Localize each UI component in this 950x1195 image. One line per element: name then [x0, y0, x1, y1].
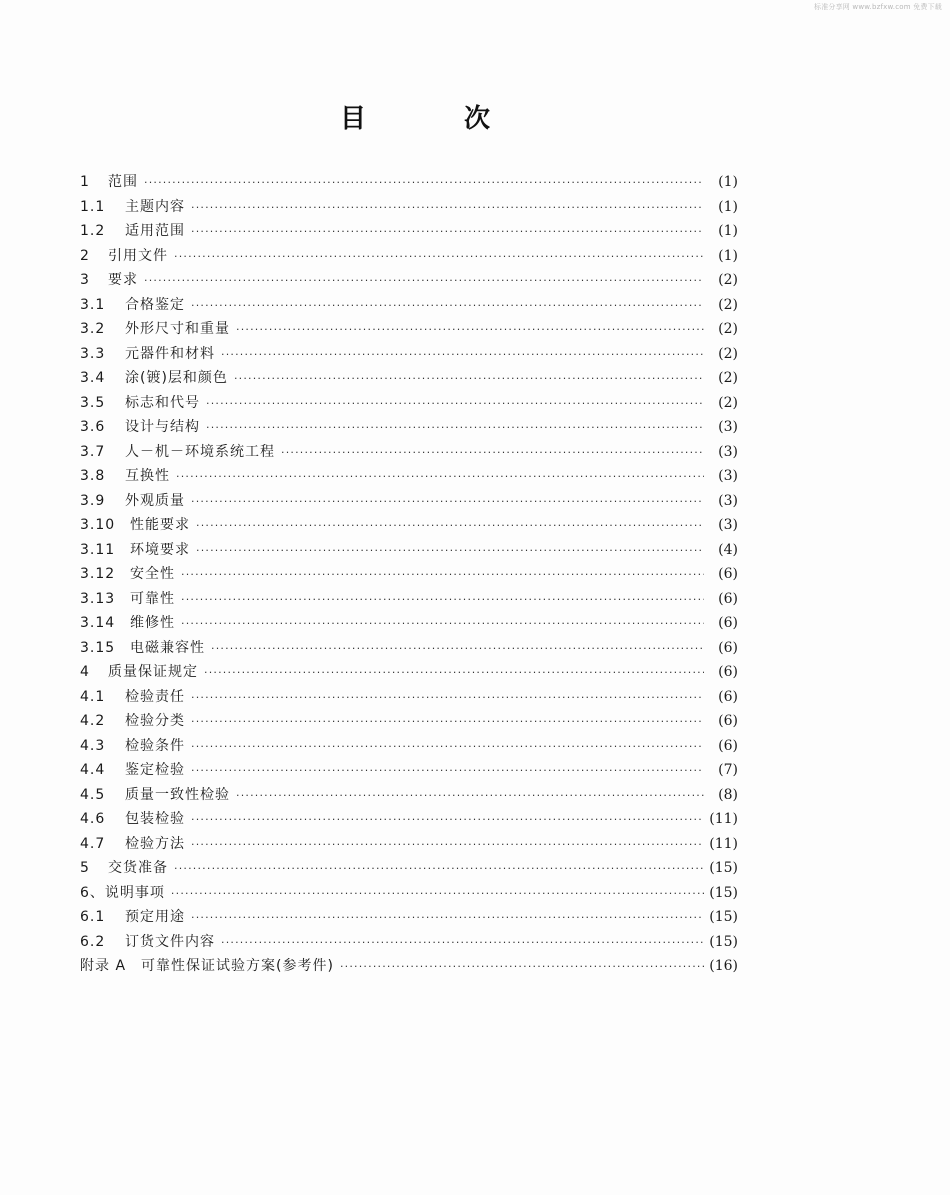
toc-entry-label: 引用文件 — [108, 247, 168, 264]
toc-entry[interactable] — [80, 342, 738, 367]
toc-entry-page: (11) — [709, 811, 738, 827]
toc-entry[interactable] — [80, 440, 738, 465]
table-of-contents — [80, 170, 738, 979]
toc-entry-page: (16) — [709, 958, 738, 974]
toc-entry-page: (2) — [718, 370, 738, 386]
toc-dot-leader — [174, 245, 704, 270]
toc-entry-label: 6、说明事项 — [80, 884, 165, 901]
toc-entry-number: 3.2 — [80, 321, 106, 337]
toc-entry-page: (2) — [718, 321, 738, 337]
toc-dot-leader — [211, 637, 704, 662]
toc-entry[interactable] — [80, 758, 738, 783]
toc-dot-leader — [144, 171, 704, 196]
toc-entry-label: 检验责任 — [125, 688, 185, 705]
watermark: 标准分享网 www.bzfxw.com 免费下载 — [814, 3, 942, 11]
toc-entry[interactable] — [80, 734, 738, 759]
toc-entry-label: 可靠性 — [130, 590, 175, 607]
toc-entry[interactable] — [80, 587, 738, 612]
toc-entry-number: 4.1 — [80, 688, 106, 705]
toc-entry-number: 3.6 — [80, 419, 106, 435]
toc-entry-page: (3) — [718, 492, 738, 509]
toc-entry-number: 4.3 — [80, 737, 106, 754]
toc-entry-page: (6) — [718, 688, 738, 705]
toc-dot-leader — [191, 833, 704, 858]
toc-entry[interactable] — [80, 783, 738, 808]
toc-entry-label: 维修性 — [130, 615, 175, 631]
toc-dot-leader — [234, 367, 704, 392]
toc-entry[interactable] — [80, 954, 738, 979]
toc-entry-number: 4.2 — [80, 713, 106, 729]
toc-entry-page: (3) — [718, 468, 738, 484]
toc-entry-page: (4) — [718, 541, 738, 558]
toc-entry-label: 标志和代号 — [125, 394, 200, 411]
toc-entry-number: 3.15 — [80, 639, 116, 656]
page-title — [340, 98, 500, 135]
toc-entry-label: 附录 A 可靠性保证试验方案(参考件) — [80, 958, 334, 974]
toc-entry-number: 3.9 — [80, 492, 106, 509]
toc-entry-label: 检验方法 — [125, 835, 185, 852]
toc-entry-label: 安全性 — [130, 566, 175, 582]
toc-entry-number: 3.8 — [80, 468, 106, 484]
toc-entry[interactable] — [80, 464, 738, 489]
toc-entry-number: 4 — [80, 664, 90, 680]
toc-entry-number: 4.7 — [80, 835, 106, 852]
toc-entry-label: 质量保证规定 — [108, 664, 198, 680]
toc-entry-label: 性能要求 — [130, 517, 190, 533]
toc-entry[interactable] — [80, 219, 738, 244]
toc-entry-page: (6) — [718, 737, 738, 754]
toc-dot-leader — [191, 686, 704, 711]
toc-entry-page: (15) — [709, 884, 738, 901]
toc-entry-label: 互换性 — [125, 468, 170, 484]
toc-dot-leader — [206, 416, 704, 441]
toc-dot-leader — [191, 220, 704, 245]
toc-entry-label: 合格鉴定 — [125, 296, 185, 313]
toc-entry-page: (6) — [718, 566, 738, 582]
toc-entry[interactable] — [80, 391, 738, 416]
toc-entry-number: 3.5 — [80, 394, 106, 411]
toc-dot-leader — [196, 539, 704, 564]
toc-entry[interactable] — [80, 366, 738, 391]
toc-entry-page: (11) — [709, 835, 738, 852]
toc-dot-leader — [181, 612, 704, 637]
toc-entry-page: (7) — [718, 762, 738, 778]
toc-dot-leader — [340, 955, 704, 980]
toc-entry-number: 4.5 — [80, 786, 106, 803]
toc-dot-leader — [191, 735, 704, 760]
toc-entry-label: 质量一致性检验 — [125, 786, 230, 803]
toc-entry[interactable] — [80, 415, 738, 440]
toc-entry[interactable] — [80, 170, 738, 195]
toc-dot-leader — [221, 343, 704, 368]
toc-entry-page: (8) — [718, 786, 738, 803]
toc-entry[interactable] — [80, 611, 738, 636]
toc-entry-label: 电磁兼容性 — [130, 639, 205, 656]
toc-dot-leader — [204, 661, 704, 686]
toc-entry-number: 3 — [80, 272, 90, 288]
toc-entry-number: 6.1 — [80, 909, 106, 925]
toc-entry-label: 要求 — [108, 272, 138, 288]
toc-entry-number: 5 — [80, 860, 90, 876]
toc-dot-leader — [174, 857, 704, 882]
toc-entry-label: 检验条件 — [125, 737, 185, 754]
toc-entry-page: (6) — [718, 713, 738, 729]
toc-dot-leader — [171, 882, 704, 907]
toc-entry-number: 3.3 — [80, 345, 106, 362]
toc-dot-leader — [206, 392, 704, 417]
toc-dot-leader — [236, 784, 704, 809]
toc-entry-page: (3) — [718, 443, 738, 460]
toc-dot-leader — [181, 588, 704, 613]
title-char-2: 次 — [463, 104, 490, 134]
toc-entry-label: 鉴定检验 — [125, 762, 185, 778]
toc-entry-page: (2) — [718, 272, 738, 288]
toc-entry-page: (15) — [709, 933, 738, 950]
toc-entry-label: 环境要求 — [130, 541, 190, 558]
toc-entry-page: (1) — [718, 223, 738, 239]
toc-dot-leader — [144, 269, 704, 294]
toc-entry[interactable] — [80, 881, 738, 906]
toc-entry-label: 包装检验 — [125, 811, 185, 827]
toc-entry-number: 3.12 — [80, 566, 116, 582]
toc-entry-label: 人－机－环境系统工程 — [125, 443, 275, 460]
toc-dot-leader — [176, 465, 704, 490]
toc-dot-leader — [191, 294, 704, 319]
toc-entry[interactable] — [80, 268, 738, 293]
toc-entry-page: (15) — [709, 909, 738, 925]
toc-entry-label: 外形尺寸和重量 — [125, 321, 230, 337]
toc-entry-number: 3.4 — [80, 370, 106, 386]
toc-entry-label: 范围 — [108, 174, 138, 190]
toc-dot-leader — [191, 490, 704, 515]
toc-dot-leader — [191, 759, 704, 784]
toc-entry-label: 外观质量 — [125, 492, 185, 509]
toc-entry-page: (3) — [718, 517, 738, 533]
toc-entry-page: (2) — [718, 345, 738, 362]
toc-entry-number: 6.2 — [80, 933, 106, 950]
toc-entry[interactable] — [80, 930, 738, 955]
toc-entry[interactable] — [80, 905, 738, 930]
toc-entry-page: (2) — [718, 296, 738, 313]
toc-entry-number: 2 — [80, 247, 90, 264]
toc-entry-number: 4.4 — [80, 762, 106, 778]
toc-entry[interactable] — [80, 636, 738, 661]
toc-entry-label: 设计与结构 — [125, 419, 200, 435]
toc-entry-page: (1) — [718, 174, 738, 190]
toc-entry-number: 1.1 — [80, 198, 106, 215]
toc-dot-leader — [281, 441, 704, 466]
toc-entry-label: 元器件和材料 — [125, 345, 215, 362]
toc-entry[interactable] — [80, 513, 738, 538]
toc-entry-page: (6) — [718, 590, 738, 607]
toc-entry-number: 1 — [80, 174, 90, 190]
toc-entry-page: (1) — [718, 247, 738, 264]
toc-dot-leader — [191, 906, 704, 931]
toc-entry-page: (6) — [718, 664, 738, 680]
toc-entry-page: (6) — [718, 615, 738, 631]
toc-entry[interactable] — [80, 538, 738, 563]
toc-entry-number: 4.6 — [80, 811, 106, 827]
toc-entry[interactable] — [80, 244, 738, 269]
toc-dot-leader — [191, 196, 704, 221]
toc-entry-label: 检验分类 — [125, 713, 185, 729]
toc-entry-label: 订货文件内容 — [125, 933, 215, 950]
toc-entry[interactable] — [80, 293, 738, 318]
toc-entry-number: 3.10 — [80, 517, 116, 533]
toc-entry[interactable] — [80, 685, 738, 710]
toc-entry-number: 3.7 — [80, 443, 106, 460]
toc-entry-number: 1.2 — [80, 223, 106, 239]
toc-entry[interactable] — [80, 709, 738, 734]
toc-entry-number: 3.1 — [80, 296, 106, 313]
toc-entry[interactable] — [80, 562, 738, 587]
toc-entry-label: 涂(镀)层和颜色 — [125, 370, 228, 386]
toc-entry-number: 3.11 — [80, 541, 116, 558]
toc-entry-page: (3) — [718, 419, 738, 435]
toc-entry[interactable] — [80, 317, 738, 342]
toc-dot-leader — [236, 318, 704, 343]
toc-dot-leader — [191, 808, 704, 833]
toc-dot-leader — [221, 931, 704, 956]
toc-entry-page: (1) — [718, 198, 738, 215]
toc-entry-page: (15) — [709, 860, 738, 876]
toc-dot-leader — [196, 514, 704, 539]
toc-entry[interactable] — [80, 660, 738, 685]
toc-entry-label: 主题内容 — [125, 198, 185, 215]
toc-entry[interactable] — [80, 856, 738, 881]
toc-entry-page: (6) — [718, 639, 738, 656]
toc-dot-leader — [181, 563, 704, 588]
toc-entry[interactable] — [80, 832, 738, 857]
toc-entry[interactable] — [80, 489, 738, 514]
toc-entry-label: 预定用途 — [125, 909, 185, 925]
toc-entry-number: 3.13 — [80, 590, 116, 607]
toc-entry-label: 交货准备 — [108, 860, 168, 876]
toc-entry-number: 3.14 — [80, 615, 116, 631]
title-char-1: 目 — [340, 104, 367, 134]
toc-entry-label: 适用范围 — [125, 223, 185, 239]
toc-dot-leader — [191, 710, 704, 735]
toc-entry[interactable] — [80, 807, 738, 832]
toc-entry[interactable] — [80, 195, 738, 220]
toc-entry-page: (2) — [718, 394, 738, 411]
